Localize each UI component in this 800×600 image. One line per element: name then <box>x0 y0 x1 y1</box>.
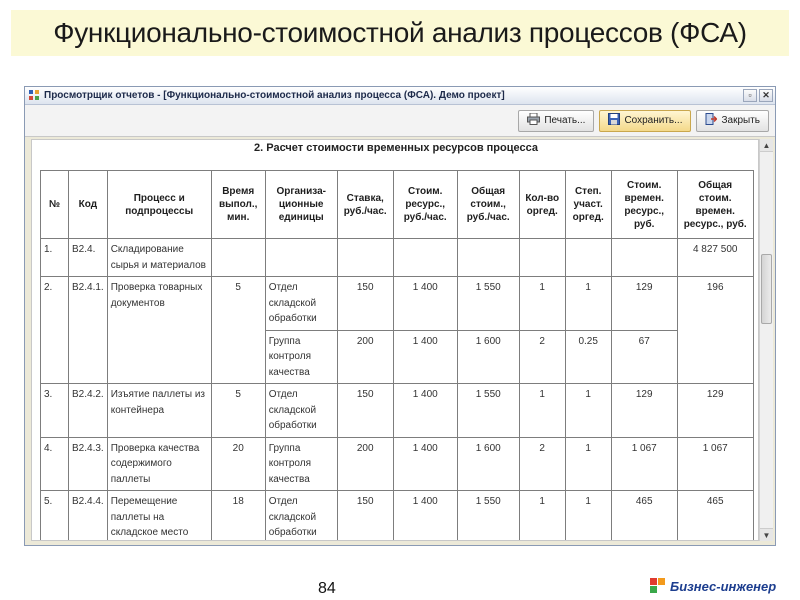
cell-process: Складирование сырья и материалов <box>107 239 211 277</box>
close-label: Закрыть <box>721 115 760 126</box>
vertical-scrollbar[interactable] <box>759 139 773 541</box>
cell-total-cost: 1 550 <box>457 384 519 438</box>
table-row <box>41 491 754 542</box>
brand <box>650 578 776 594</box>
window-titlebar[interactable] <box>25 87 775 105</box>
cell-process: Проверка товарных документов <box>107 277 211 384</box>
table-row <box>41 277 754 331</box>
cell-res-cost: 1 400 <box>393 384 457 438</box>
scroll-down-arrow-icon[interactable]: ▼ <box>760 528 773 541</box>
table-header-row <box>41 171 754 239</box>
scrollbar-thumb[interactable] <box>761 254 772 324</box>
col-header-total-cost: Общая стоим., руб./час. <box>457 171 519 239</box>
cell-num: 3. <box>41 384 69 438</box>
col-header-rate: Ставка, руб./час. <box>337 171 393 239</box>
cell-rate: 150 <box>337 277 393 331</box>
cell-time: 5 <box>211 384 265 438</box>
cell-rate: 150 <box>337 384 393 438</box>
cell-total-time-cost: 1 067 <box>677 437 753 491</box>
cell-res-cost: 1 400 <box>393 491 457 542</box>
cell-org: Группа контроля качества <box>265 437 337 491</box>
close-button[interactable] <box>696 110 769 132</box>
exit-door-icon <box>705 113 717 128</box>
cell-num: 1. <box>41 239 69 277</box>
cell-code: В2.4.2. <box>69 384 108 438</box>
cell-process: Изъятие паллеты из контейнера <box>107 384 211 438</box>
col-header-part: Степ. участ. оргед. <box>565 171 611 239</box>
cell-code: В2.4.1. <box>69 277 108 384</box>
cell-code: В2.4.4. <box>69 491 108 542</box>
table-row <box>41 384 754 438</box>
window-title: Просмотрщик отчетов - [Функционально-стоимостной анализ процесса (ФСА). Демо проект] <box>44 90 505 101</box>
cell-total-cost: 1 600 <box>457 437 519 491</box>
cell-rate: 150 <box>337 491 393 542</box>
cell-part: 1 <box>565 384 611 438</box>
cell-total-time-cost: 465 <box>677 491 753 542</box>
printer-icon <box>527 113 540 128</box>
cell-qty: 2 <box>519 330 565 384</box>
cell-total-time-cost: 129 <box>677 384 753 438</box>
cell-total-cost: 1 550 <box>457 277 519 331</box>
floppy-disk-icon <box>608 113 620 128</box>
cell-time-cost: 129 <box>611 277 677 331</box>
cell-res-cost <box>393 239 457 277</box>
cell-time: 18 <box>211 491 265 542</box>
cell-org: Отдел складской обработки <box>265 384 337 438</box>
table-row <box>41 239 754 277</box>
col-header-res-cost: Стоим. ресурс., руб./час. <box>393 171 457 239</box>
table-row <box>41 437 754 491</box>
report-title: 2. Расчет стоимости временных ресурсов процесса <box>254 142 538 154</box>
cell-total-time-cost: 196 <box>677 277 753 384</box>
cell-num: 4. <box>41 437 69 491</box>
cell-part: 1 <box>565 491 611 542</box>
cell-qty: 1 <box>519 491 565 542</box>
cell-part <box>565 239 611 277</box>
cell-time: 5 <box>211 277 265 384</box>
cell-time-cost: 465 <box>611 491 677 542</box>
cell-qty: 2 <box>519 437 565 491</box>
cell-org: Отдел складской обработки <box>265 277 337 331</box>
cell-total-cost: 1 550 <box>457 491 519 542</box>
brand-name: Бизнес-инженер <box>670 578 777 594</box>
cell-time-cost <box>611 239 677 277</box>
cell-total-cost <box>457 239 519 277</box>
cell-code: В2.4.3. <box>69 437 108 491</box>
cell-org: Отдел складской обработки <box>265 491 337 542</box>
report-viewer-app-icon <box>29 90 40 101</box>
cell-rate <box>337 239 393 277</box>
cell-time-cost: 129 <box>611 384 677 438</box>
report-viewer-window <box>24 86 776 546</box>
col-header-qty: Кол-во оргед. <box>519 171 565 239</box>
cell-num: 5. <box>41 491 69 542</box>
col-header-time: Время выпол., мин. <box>211 171 265 239</box>
col-header-time-cost: Стоим. времен. ресурс., руб. <box>611 171 677 239</box>
cell-qty: 1 <box>519 277 565 331</box>
cell-time: 20 <box>211 437 265 491</box>
cell-process: Перемещение паллеты на складское место <box>107 491 211 542</box>
cell-time-cost: 67 <box>611 330 677 384</box>
cell-qty: 1 <box>519 384 565 438</box>
cell-process: Проверка качества содержимого паллеты <box>107 437 211 491</box>
col-header-total-time-cost: Общая стоим. времен. ресурс., руб. <box>677 171 753 239</box>
scroll-up-arrow-icon[interactable]: ▲ <box>760 139 773 152</box>
report-viewport <box>31 139 759 541</box>
cell-part: 0.25 <box>565 330 611 384</box>
cell-part: 1 <box>565 277 611 331</box>
cell-qty <box>519 239 565 277</box>
cell-total-time-cost: 4 827 500 <box>677 239 753 277</box>
cell-res-cost: 1 400 <box>393 277 457 331</box>
window-close-button[interactable]: ✕ <box>759 89 773 102</box>
save-button[interactable] <box>599 110 691 132</box>
col-header-num: № <box>41 171 69 239</box>
col-header-process: Процесс и подпроцессы <box>107 171 211 239</box>
brand-logo-icon <box>650 578 666 594</box>
cell-code: В2.4. <box>69 239 108 277</box>
cell-time-cost: 1 067 <box>611 437 677 491</box>
cell-res-cost: 1 400 <box>393 437 457 491</box>
slide-title: Функционально-стоимостной анализ процессов (ФСА) <box>11 10 789 56</box>
col-header-org: Организа-ционные единицы <box>265 171 337 239</box>
print-label: Печать... <box>544 115 586 126</box>
print-button[interactable] <box>518 110 594 132</box>
cell-rate: 200 <box>337 330 393 384</box>
cost-table <box>40 170 754 541</box>
cell-total-cost: 1 600 <box>457 330 519 384</box>
cell-part: 1 <box>565 437 611 491</box>
col-header-code: Код <box>69 171 108 239</box>
cell-rate: 200 <box>337 437 393 491</box>
cell-num: 2. <box>41 277 69 384</box>
cell-res-cost: 1 400 <box>393 330 457 384</box>
minimize-button[interactable]: ▫ <box>743 89 757 102</box>
toolbar <box>25 105 775 137</box>
cell-time <box>211 239 265 277</box>
cell-org: Группа контроля качества <box>265 330 337 384</box>
cell-org <box>265 239 337 277</box>
page-number: 84 <box>318 580 336 597</box>
save-label: Сохранить... <box>624 115 683 126</box>
